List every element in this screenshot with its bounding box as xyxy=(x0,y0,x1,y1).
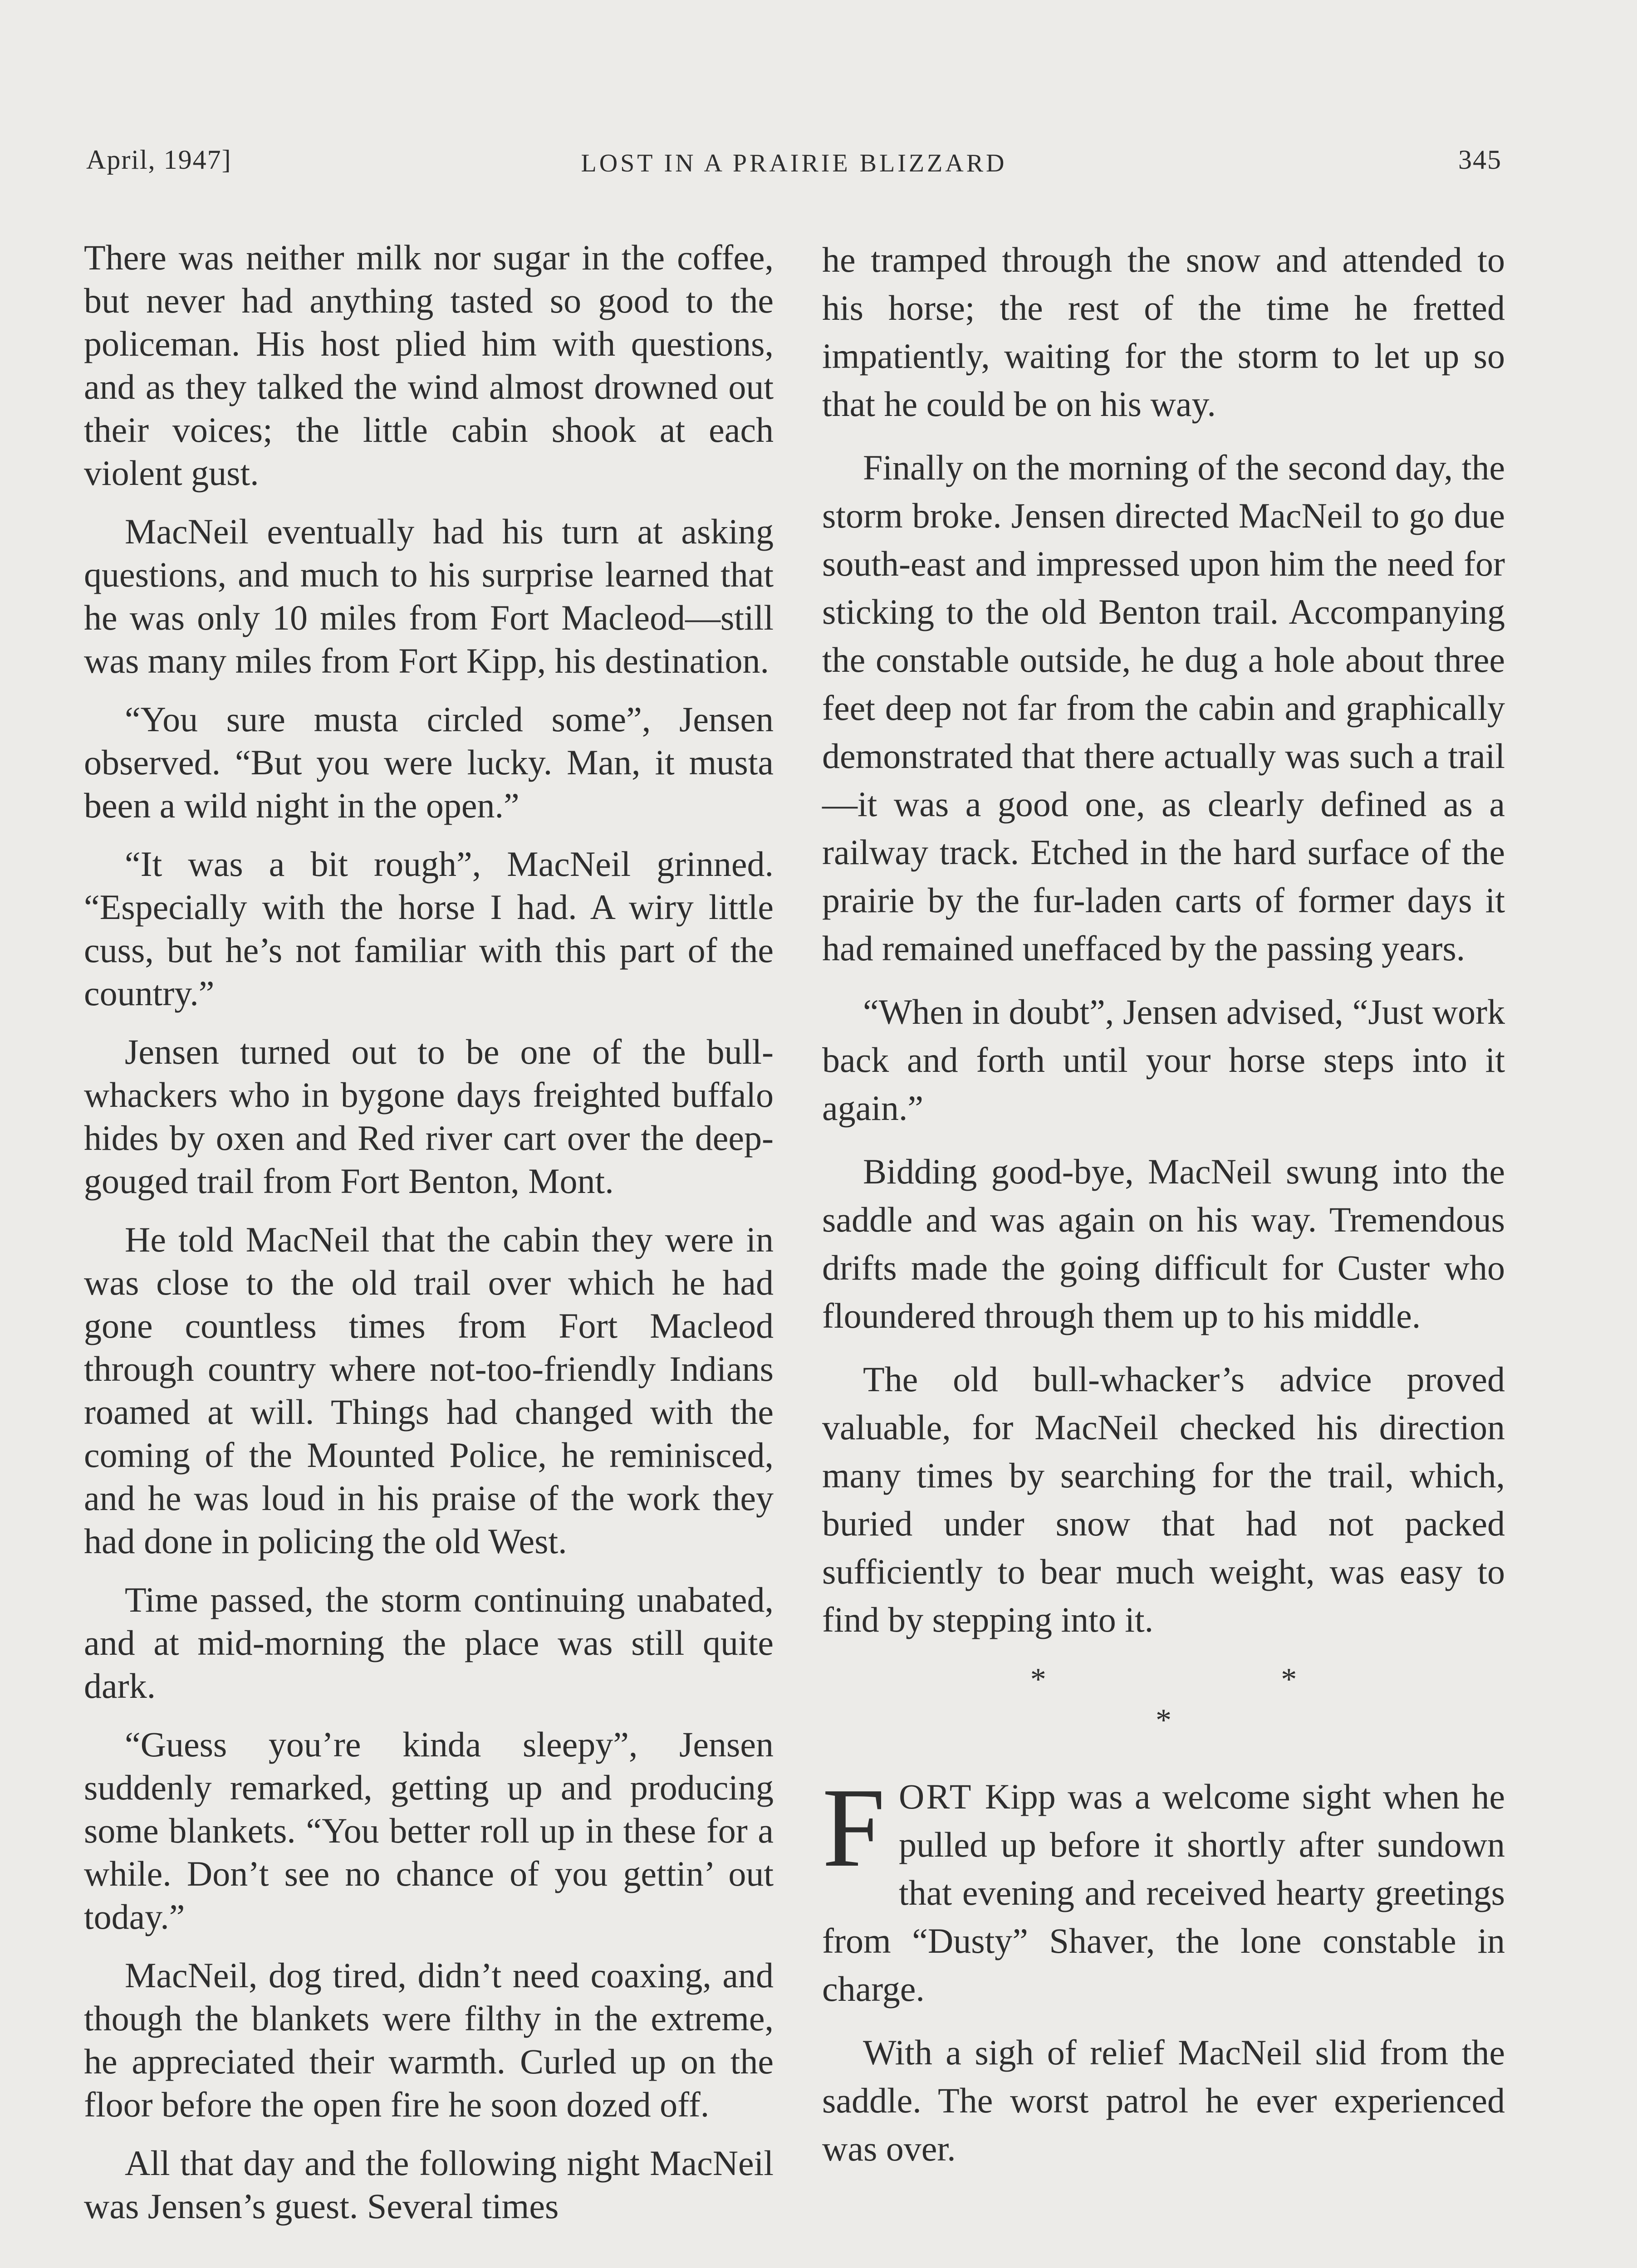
section-break: * * * xyxy=(1030,1662,1411,1738)
paragraph: “Guess you’re kinda sleepy”, Jensen suddenly remarked, getting up and producing some blankets. “You better roll up in these for a while. Don’t see no chance of you gettin’ out today.” xyxy=(84,1725,774,1936)
dropcap-paragraph xyxy=(822,1765,1505,2013)
drop-cap: F xyxy=(822,1765,886,1891)
paragraph: The old bull-whacker’s advice proved valuable, for MacNeil checked his direction many times by searching for the trail, which, buried under snow that had not packed sufficiently to bear much weight, was easy to find by stepping into it. xyxy=(822,1359,1505,1639)
right-column xyxy=(822,236,1505,2188)
final-paragraph: With a sigh of relief MacNeil slid from the saddle. The worst patrol he ever experienced was over. xyxy=(822,2033,1505,2168)
paragraph: “You sure musta circled some”, Jensen observed. “But you were lucky. Man, it musta been a wild night in the open.” xyxy=(84,699,774,825)
paragraph: “When in doubt”, Jensen advised, “Just work back and forth until your horse steps into it again.” xyxy=(822,992,1505,1128)
paragraph: Time passed, the storm continuing unabated, and at mid-morning the place was still quite dark. xyxy=(84,1580,774,1706)
paragraph: He told MacNeil that the cabin they were in was close to the old trail over which he had gone countless times from Fort Macleod through country where not-too-friendly Indians roamed at will. Things had changed with the coming of the Mounted Police, he reminisced, and he was loud in his praise of the work they had done in policing the old West. xyxy=(84,1220,774,1561)
running-header xyxy=(86,144,1502,199)
paragraph: Finally on the morning of the second day, the storm broke. Jensen directed MacNeil to go due south-east and impressed upon him the need for sticking to the old Benton trail. Accompanying the constable outside, he dug a hole about three feet deep not far from the cabin and graphically demonstrated that there actually was such a trail—it was a good one, as clearly defined as a railway track. Etched in the hard surface of the prairie by the fur-laden carts of former days it had remained uneffaced by the passing years. xyxy=(822,448,1505,968)
article-title: LOST IN A PRAIRIE BLIZZARD xyxy=(581,149,1007,177)
paragraph: There was neither milk nor sugar in the coffee, but never had anything tasted so good to the policeman. His host plied him with questions, and as they talked the wind almost drowned out their voices; the little cabin shook at each violent gust. xyxy=(84,238,774,493)
paragraph: he tramped through the snow and attended to his horse; the rest of the time he fretted impatiently, waiting for the storm to let up so that he could be on his way. xyxy=(822,240,1505,424)
left-column xyxy=(84,236,774,2243)
paragraph: MacNeil eventually had his turn at asking questions, and much to his surprise learned that he was only 10 miles from Fort Macleod—still was many miles from Fort Kipp, his destination. xyxy=(84,512,774,680)
page-number: 345 xyxy=(1458,145,1502,175)
paragraph: “It was a bit rough”, MacNeil grinned. “Especially with the horse I had. A wiry little cuss, but he’s not familiar with this part of the country.” xyxy=(84,844,774,1013)
paragraph: All that day and the following night MacNeil was Jensen’s guest. Several times xyxy=(84,2143,774,2226)
paragraph-text: Kipp was a welcome sight when he pulled up before it shortly after sundown that evening and received hearty greetings from “Dusty” Shaver, the lone constable in charge. xyxy=(822,1777,1505,2009)
issue-date: April, 1947] xyxy=(86,145,232,175)
paragraph: Jensen turned out to be one of the bull-whackers who in bygone days freighted buffalo hides by oxen and Red river cart over the deep-gouged trail from Fort Benton, Mont. xyxy=(84,1032,774,1201)
smallcaps-text: ORT xyxy=(899,1777,973,1816)
paragraph: MacNeil, dog tired, didn’t need coaxing, and though the blankets were filthy in the extreme, he appreciated their warmth. Curled up on the floor before the open fire he soon dozed off. xyxy=(84,1955,774,2124)
paragraph: Bidding good-bye, MacNeil swung into the saddle and was again on his way. Tremendous drifts made the going difficult for Custer who floundered through them up to his middle. xyxy=(822,1152,1505,1335)
